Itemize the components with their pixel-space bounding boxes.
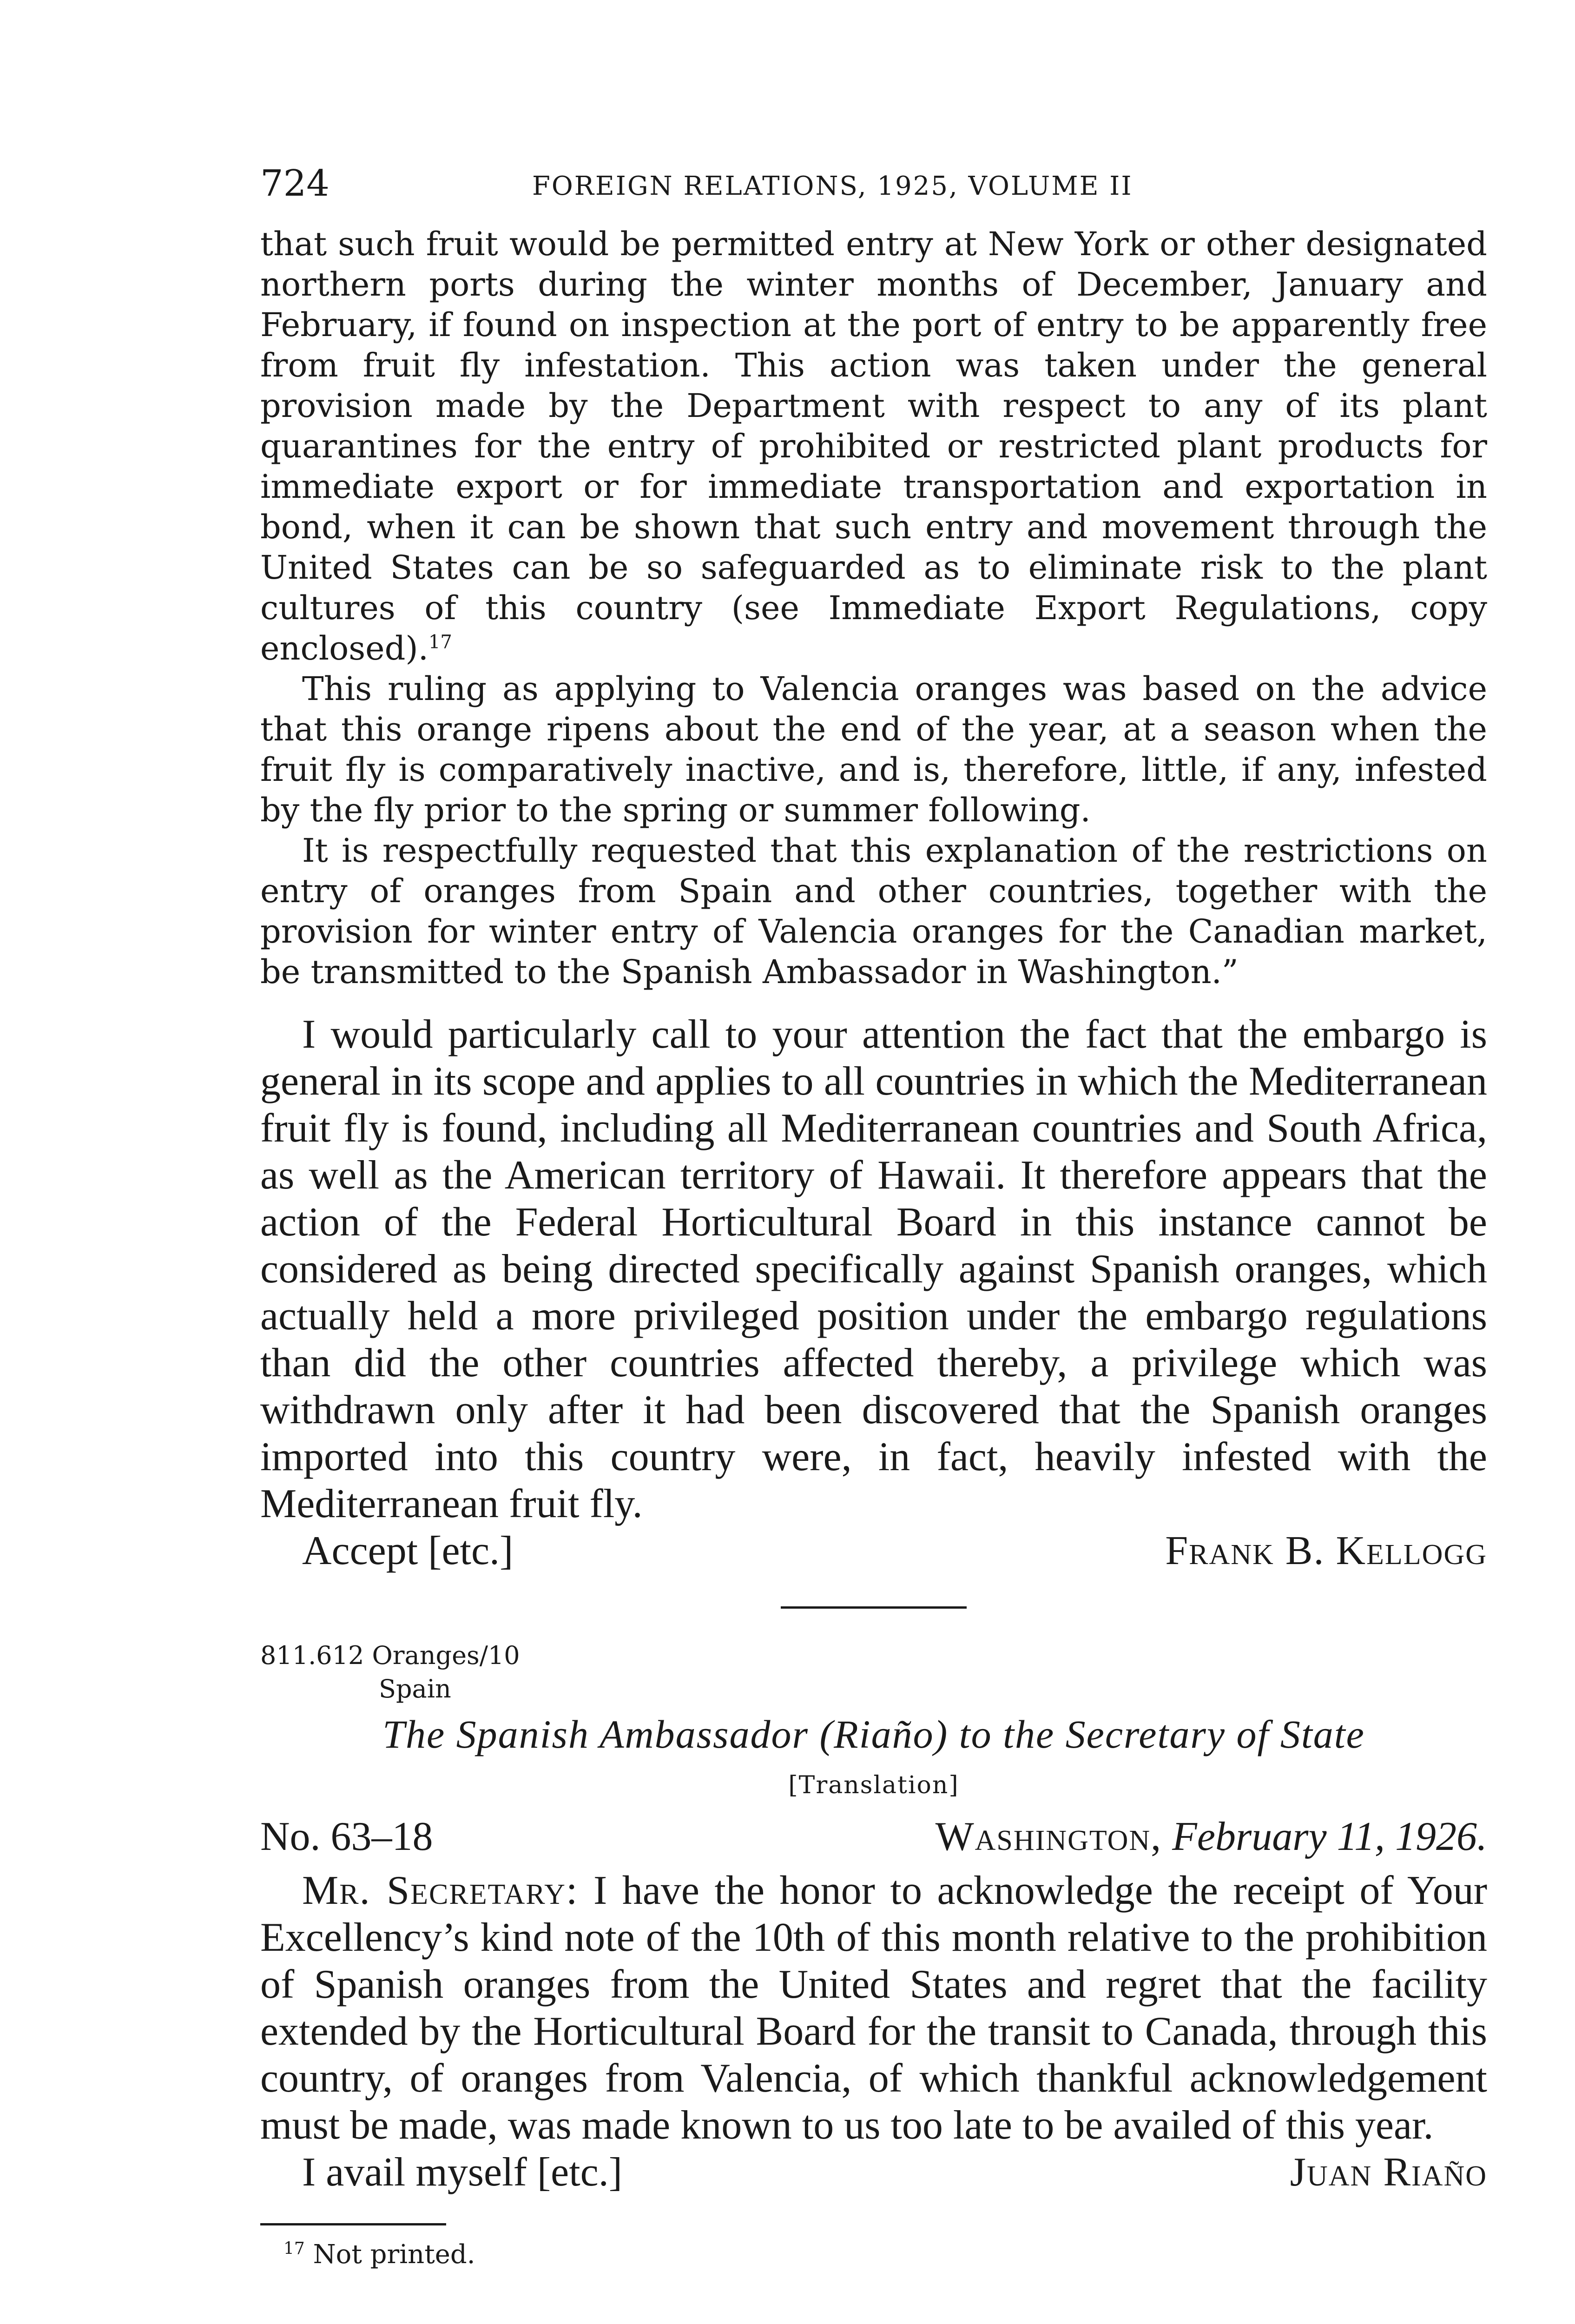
letter-body xyxy=(260,1011,1487,1527)
date: February 11, 1926. xyxy=(1172,1814,1487,1859)
file-subfile: Spain xyxy=(379,1674,451,1703)
quoted-paragraph-1-text: that such fruit would be permitted entry at New York or other designated northern ports during the winter months of December, January and February, if found on inspection at the port of entry to be apparently free from fruit fly infestation. This action was taken under the general provision made by the Department with respect to any of its plant quarantines for the entry of prohibited or restricted plant products for immediate export or for immediate transportation and exportation in bond, when it can be shown that such entry and movement through the United States can be so safeguarded as to eliminate risk to the plant cultures of this country (see Immediate Export Regulations, copy enclosed). xyxy=(260,225,1487,667)
running-title: FOREIGN RELATIONS, 1925, VOLUME II xyxy=(532,171,1133,201)
closing-formula: I avail myself [etc.] xyxy=(302,2150,623,2195)
ambassador-signoff xyxy=(260,2149,1487,2195)
body-paragraph: I would particularly call to your attention the fact that the embargo is general in its scope and applies to all countries in which the Mediterranean fruit fly is found, including all Mediterranean countries and South Africa, as well as the American territory of Hawaii. It therefore appears that the action of the Federal Horticultural Board in this instance cannot be considered as being directed specifically against Spanish oranges, which actually held a more privileged position under the embargo regulations than did the other countries affected thereby, a privilege which was withdrawn only after it had been discovered that the Spanish oranges imported into this country were, in fact, heavily infested with the Mediterranean fruit fly. xyxy=(260,1012,1487,1526)
signature: Frank B. Kellogg xyxy=(1165,1528,1487,1573)
footnote-text: Not printed. xyxy=(313,2239,475,2270)
document-number: No. 63–18 xyxy=(260,1814,433,1859)
place: Washington, xyxy=(935,1814,1162,1859)
page-number: 724 xyxy=(260,163,329,205)
quoted-paragraph-3: It is respectfully requested that this explanation of the restrictions on entry of oranges from Spain and other countries, together with the provision for winter entry of Valencia oranges for the Canadian market, be transmitted to the Spanish Ambassador in Washington.” xyxy=(260,832,1487,991)
document-title: The Spanish Ambassador (Riaño) to the Secretary of State xyxy=(382,1712,1365,1756)
quoted-paragraph-2: This ruling as applying to Valencia oranges was based on the advice that this orange ripens about the end of the year, at a season when the fruit fly is comparatively inactive, and is, therefore, little, if any, infested by the fly prior to the spring or summer following. xyxy=(260,670,1487,829)
letter-signoff xyxy=(260,1527,1487,1574)
section-divider xyxy=(781,1606,967,1609)
signature: Juan Riaño xyxy=(1290,2150,1487,2195)
document-page xyxy=(260,163,1487,2270)
footnote-reference: 17 xyxy=(428,631,452,653)
footnote-divider xyxy=(260,2223,446,2225)
footnote xyxy=(260,2239,1487,2270)
quoted-paragraph-1 xyxy=(260,224,1487,669)
closing-formula: Accept [etc.] xyxy=(302,1528,514,1573)
running-header xyxy=(260,163,1487,218)
place-and-date xyxy=(936,1813,1487,1860)
footnote-marker: 17 xyxy=(283,2239,305,2258)
translation-note: [Translation] xyxy=(788,1771,959,1799)
salutation: Mr. Secretary: xyxy=(302,1868,579,1913)
file-number: 811.612 Oranges/10 xyxy=(260,1641,520,1670)
ambassador-letter xyxy=(260,1867,1487,2149)
letter-paragraph xyxy=(260,1867,1487,2149)
dateline xyxy=(260,1813,1487,1864)
quoted-memorandum xyxy=(260,224,1487,992)
letter-body-text: I have the honor to acknowledge the receipt of Your Excellency’s kind note of the 10th of this month relative to the prohibition of Spanish oranges from the United States and regret that the facility extended by the Horticultural Board for the transit to Canada, through this country, of oranges from Valencia, of which thankful acknowledgement must be made, was made known to us too late to be availed of this year. xyxy=(260,1868,1488,2148)
file-reference xyxy=(260,1641,1487,1706)
